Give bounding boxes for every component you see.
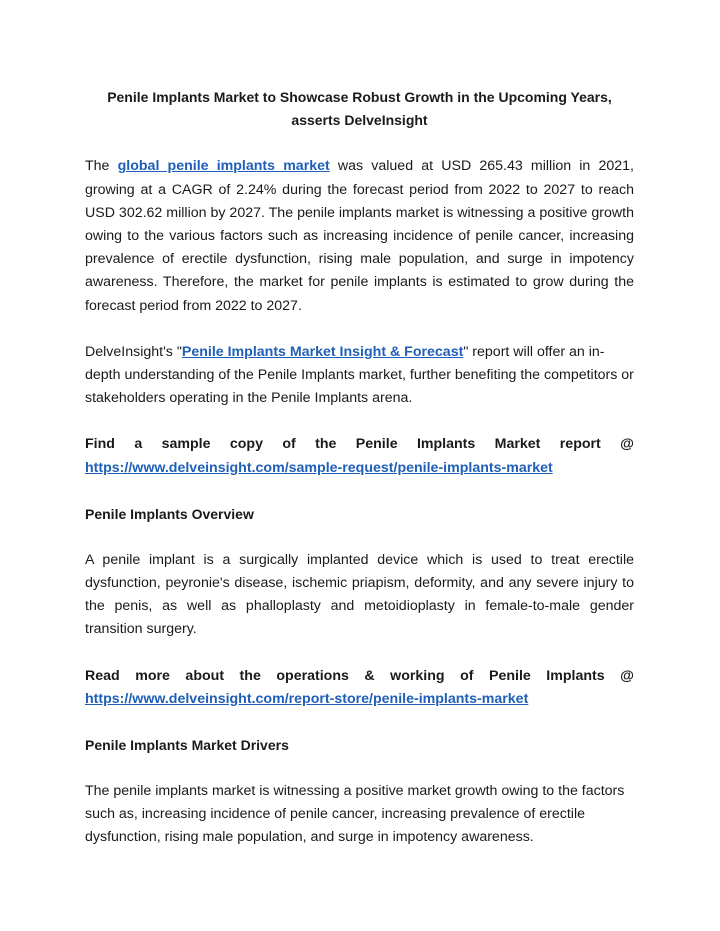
read-more-link[interactable]: https://www.delveinsight.com/report-store/penile-implants-market [85,690,529,707]
sample-request-line [85,457,634,480]
report-rest: " report will offer an in-depth understanding of the Penile Implants market, further benefiting the competitors or stakeholders operating in the Penile Implants arena. [85,343,634,407]
intro-prefix: The [85,158,118,175]
sample-request-link[interactable]: https://www.delveinsight.com/sample-request/penile-implants-market [85,459,553,476]
report-paragraph [85,341,634,411]
intro-paragraph [85,155,634,317]
read-more-text: Read more about the operations & working of Penile Implants @ [85,667,634,684]
document-page [85,86,634,873]
overview-heading: Penile Implants Overview [85,505,254,522]
global-market-link[interactable]: global penile implants market [117,158,330,175]
read-more-line [85,688,634,711]
drivers-heading: Penile Implants Market Drivers [85,737,289,754]
overview-paragraph: A penile implant is a surgically implanted device which is used to treat erectile dysfunction, peyronie's disease, ischemic priapism, deformity, and any severe injury to the penis, as well as phalloplasty and metoidioplasty in female-to-male gender transition surgery. [85,551,634,638]
drivers-paragraph: The penile implants market is witnessing a positive market growth owing to the factors such as, increasing incidence of penile cancer, increasing prevalence of erectile dysfunction, rising male population, and surge in impotency awareness. [85,783,625,846]
sample-request-text: Find a sample copy of the Penile Implants Market report @ [85,436,634,453]
document-title: Penile Implants Market to Showcase Robust Growth in the Upcoming Years, asserts DelveInsight [107,89,612,129]
report-prefix: DelveInsight's " [85,343,182,360]
intro-rest: was valued at USD 265.43 million in 2021, growing at a CAGR of 2.24% during the forecast period from 2022 to 2027 to reach USD 302.62 million by 2027. The penile implants market is witnessing a positive growth owing to the various factors such as increasing incidence of penile cancer, increasing prevalence of erectile dysfunction, rising male population, and surge in impotency awareness. Therefore, the market for penile implants is estimated to grow during the forecast period from 2022 to 2027. [85,158,634,314]
report-insight-link[interactable]: Penile Implants Market Insight & Forecast [181,343,464,360]
